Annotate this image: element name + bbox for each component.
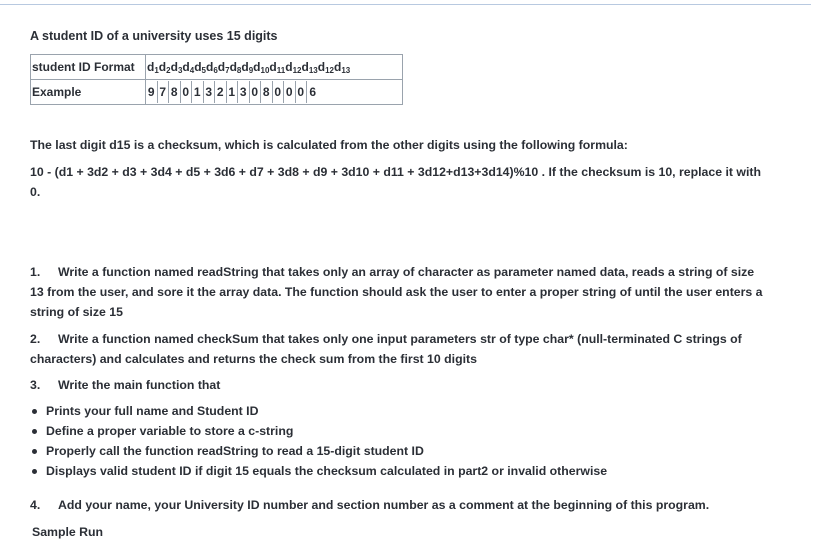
example-digit-cell: 2	[215, 81, 227, 103]
format-digit: $d_{10}$	[253, 59, 270, 75]
bullet-item: Define a proper variable to store a c-string	[30, 421, 607, 441]
task-2-line1: Write a function named checkSum that takes only one input parameters str of type char* (null-terminated C strings of	[58, 332, 742, 346]
task-2-number: 2.	[30, 332, 41, 346]
task-1-line3: string of size 15	[30, 305, 123, 319]
bullet-item: Properly call the function readString to read a 15-digit student ID	[30, 441, 607, 461]
task-3-number: 3.	[30, 378, 41, 392]
example-digit-cell: 0	[273, 81, 285, 103]
student-id-table	[30, 54, 403, 105]
task-3-bullets	[30, 401, 607, 481]
sample-run-label: Sample Run	[32, 525, 104, 539]
example-digit-cell: 8	[169, 81, 181, 103]
example-digit-cell: 1	[227, 81, 239, 103]
task-1-line2: 13 from the user, and sore it the array data. The function should ask the user to enter a proper string of until the user enters a	[30, 285, 763, 299]
example-digit-cell: 0	[181, 81, 193, 103]
format-digit: $d_9$	[241, 59, 254, 75]
example-digit-cell: 3	[238, 81, 250, 103]
example-digits	[146, 80, 402, 104]
task-3	[30, 375, 790, 395]
example-digit-cell: 0	[296, 81, 308, 103]
format-digit: $d_{12}$	[285, 59, 302, 75]
bullet-dot-icon	[32, 469, 37, 474]
example-digit-cell: 1	[192, 81, 204, 103]
task-4	[30, 495, 790, 515]
format-digit: $d_7$	[217, 59, 230, 75]
example-digit-cell: 7	[158, 81, 170, 103]
bullet-dot-icon	[32, 409, 37, 414]
example-digit-cell: 8	[261, 81, 273, 103]
format-digit: $d_{12}$	[317, 59, 334, 75]
example-digit-cell: 0	[250, 81, 262, 103]
bullet-item: Prints your full name and Student ID	[30, 401, 607, 421]
example-digit-cell: 0	[284, 81, 296, 103]
task-1	[30, 262, 790, 282]
example-digit-cell: 9	[146, 81, 158, 103]
example-digit-cell: 3	[204, 81, 216, 103]
format-digit: $d_2$	[158, 59, 171, 75]
format-digit: $d_{11}$	[269, 59, 286, 75]
bullet-dot-icon	[32, 449, 37, 454]
formula-line: 10 - (d1 + 3d2 + d3 + 3d4 + d5 + 3d6 + d7 + 3d8 + d9 + 3d10 + d11 + 3d12+d13+3d14)%10 . If the checksum is 10, replace it with	[30, 165, 762, 179]
format-digit: $d_3$	[170, 59, 183, 75]
task-1-line1: Write a function named readString that takes only an array of character as parameter named data, reads a string of size	[58, 265, 755, 279]
format-row	[31, 55, 403, 80]
task-4-line1: Add your name, your University ID number and section number as a comment at the beginning of this program.	[58, 498, 710, 512]
format-digit: $d_{13}$	[333, 59, 351, 75]
formula-cont: 0.	[30, 185, 41, 199]
format-digit: $d_8$	[229, 59, 242, 75]
example-digit-cell: 6	[309, 85, 317, 99]
bullet-item: Displays valid student ID if digit 15 equals the checksum calculated in part2 or invalid otherwise	[30, 461, 607, 481]
format-digit: $d_4$	[182, 59, 195, 75]
format-label: student ID Format	[31, 55, 146, 80]
format-digit: $d_5$	[194, 59, 206, 75]
bullet-dot-icon	[32, 429, 37, 434]
task-2-line2: characters) and calculates and returns the check sum from the first 10 digits	[30, 352, 477, 366]
format-digit: $d_6$	[205, 59, 218, 75]
heading: A student ID of a university uses 15 digits	[30, 29, 278, 43]
format-digit: $d_1$	[147, 59, 159, 75]
format-digit: $d_{13}$	[301, 59, 318, 75]
format-digits	[146, 55, 402, 79]
intro-line: The last digit d15 is a checksum, which is calculated from the other digits using the following formula:	[30, 138, 628, 152]
task-4-number: 4.	[30, 498, 41, 512]
example-label: Example	[31, 80, 146, 105]
task-3-line1: Write the main function that	[58, 378, 221, 392]
top-divider	[0, 4, 811, 5]
task-2	[30, 329, 790, 349]
example-row	[31, 80, 403, 105]
task-1-number: 1.	[30, 265, 41, 279]
